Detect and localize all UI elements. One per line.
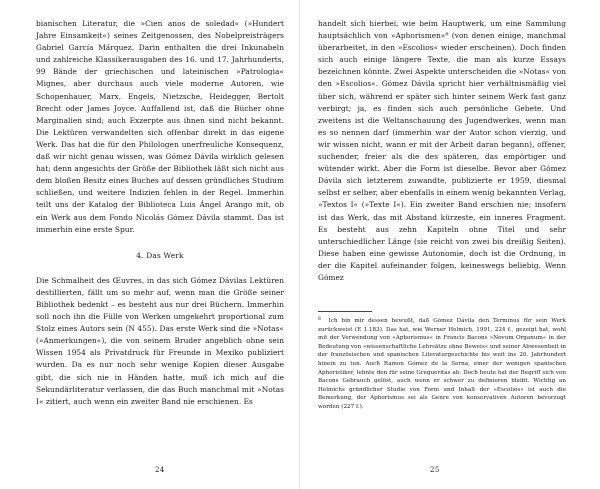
section-heading: 4. Das Werk [136,250,184,260]
footnote-marker: 8 [318,317,321,323]
right-paragraph-continued: handelt sich hierbei, wie beim Hauptwerk, um eine Sammlung hauptsächlich von »Aphorismen«⁸ (von denen einige, manchmal überarbeitet, in den »Escolios« wieder erscheinen). Doch finden sich auch einige längere Texte, die man als kurze Essays bezeichnen könnte. Zwei Aspekte unterscheiden die »Notas« von den »Escolios«. Gómez Dávila spricht hier verhältnismäßig viel über sich, während er später sich hinter seinem Werk fast ganz verbirgt; ja, es finden sich auch persönliche Gebete. Und zweitens ist die Weltanschauung des Jugendwerkes, wenn man es so nennen darf (immerhin war der Autor schon vierzig, und wir wissen nicht, wann er mit der Arbeit daran begann), offener, suchender, freier als die des späteren, das empörtiger und wütender wirkt. Aber die Form ist dieselbe. Bevor aber Gómez Dávila sich letzterem zuwandte, publizierte er 1959, diesmal selbst er selber, aber ebenfalls in einem wenig bekannten Verlag, »Textos I« (»Texte I«). Ein zweiter Band erschien nie; insofern ist das Werk, das mit Abstand kürzeste, ein inneres Fragment. Es besteht aus zehn Kapiteln ohne Titel und sehr unterschiedlicher Länge (sie reicht von zwei bis dreißig Seiten). Diese haben eine gewisse Autonomie, doch ist die Ordnung, in der die Kapitel aufeinander folgen, keineswegs beliebig. Wenn Gómez [318,19,566,282]
page-number-right: 25 [430,466,440,474]
footnote [318,316,566,412]
footnote-text: Ich bin mir dessen bewußt, daß Gómez Dávila den Terminus für sein Werk zurückweist (E 1.183). Das hat, wie Werner Helmich, 1991, 224 f., gezeigt hat, wohl mit der Verwendung von »Aphorismus« in Francis Bacons »Novum Organum« in der Bedeutung von »wissenschaftliche Lehrsätze ohne Beweis« und seiner Abwesenheit in der französischen und spanischen Literaturgeschichte bis weit ins 20. Jahrhundert hinein zu tun. Auch Ramon Gómez de la Serna, einer der wenigen spanischen Aphoristiker, lehnte den für seine Gregueritas ab. Doch heute hat der Begriff sich von Bacons Gebrauch gelöst, auch wenn er schwer zu definieren bleibt. Wichtig an Helmichs gründlicher Studie von Form und Inhalt der »Escolios« ist auch die Bemerkung, der Aphorismus sei als Genre von konservativen Autoren bevorzugt worden (227 f.). [318,318,567,410]
page-number-left: 24 [155,466,165,474]
left-page-text [36,18,284,408]
right-page-text [318,18,566,284]
right-page [300,0,600,489]
footnote-rule [318,311,372,312]
left-paragraph-continued: bianischen Literatur, die »Cien anos de soledad« (»Hundert Jahre Einsamkeit«) seines Zeitgenossen, des Nobelpreisträgers Gabriel García Márquez. Darin enthalten die drei Inkunabeln und zahlreiche Klassikerausgaben des 16. und 17. Jahrhunderts, 99 Bände der griechischen und lateinischen »Patrologia« Mignes, aber durchaus auch viele moderne Autoren, wie Schopenhauer, Marx, Engels, Nietzsche, Heidegger, Bertolt Brecht oder James Joyce. Auffallend ist, daß die Bücher ohne Marginalien sind; auch Exzerpte aus ihnen sind nicht bekannt. Die Lektüren verwandelten sich offenbar direkt in das eigene Werk. Das hat die für den Philologen unerfreuliche Konsequenz, daß wir nicht genau wissen, was Gómez Dávila wirklich gelesen hat; denn angesichts der Größe der Bibliothek läßt sich nicht aus dem bloßen Besitz eines Buches auf dessen gründliches Studium schließen, und weitere Indizien fehlen in der Regel. Immerhin teilt uns der Katalog der Biblioteca Luis Ángel Arango mit, ob ein Werk aus dem Fondo Nicolás Gómez Dávila stammt. Das ist immerhin eine erste Spur. [36,19,284,234]
left-paragraph-section: Die Schmalheit des Œuvres, in das sich Gómez Dávilas Lektüren destillierten, fällt um so mehr auf, wenn man die Größe seiner Bibliothek bedenkt – es besteht aus nur drei Büchern. Immerhin soll noch ihn die Fülle von Werken umgekehrt proportional zum Stolz eines Autors sein (N 455). Das erste Werk sind die »Notas« (»Anmerkungen«), die von seinem Bruder angeblich ohne sein Wissen 1954 als Privatdruck für Freunde in Mexiko publiziert wurden. Da es nur noch sehr wenige Kopien dieser Ausgabe gibt, die sich nie in Händen hatte, muß ich mich auf die Sekundärliteratur verlassen, die das Buch manchmal mit »Notas I« zitiert, auch wenn ein zweiter Band nie erschienen. Es [36,275,284,406]
